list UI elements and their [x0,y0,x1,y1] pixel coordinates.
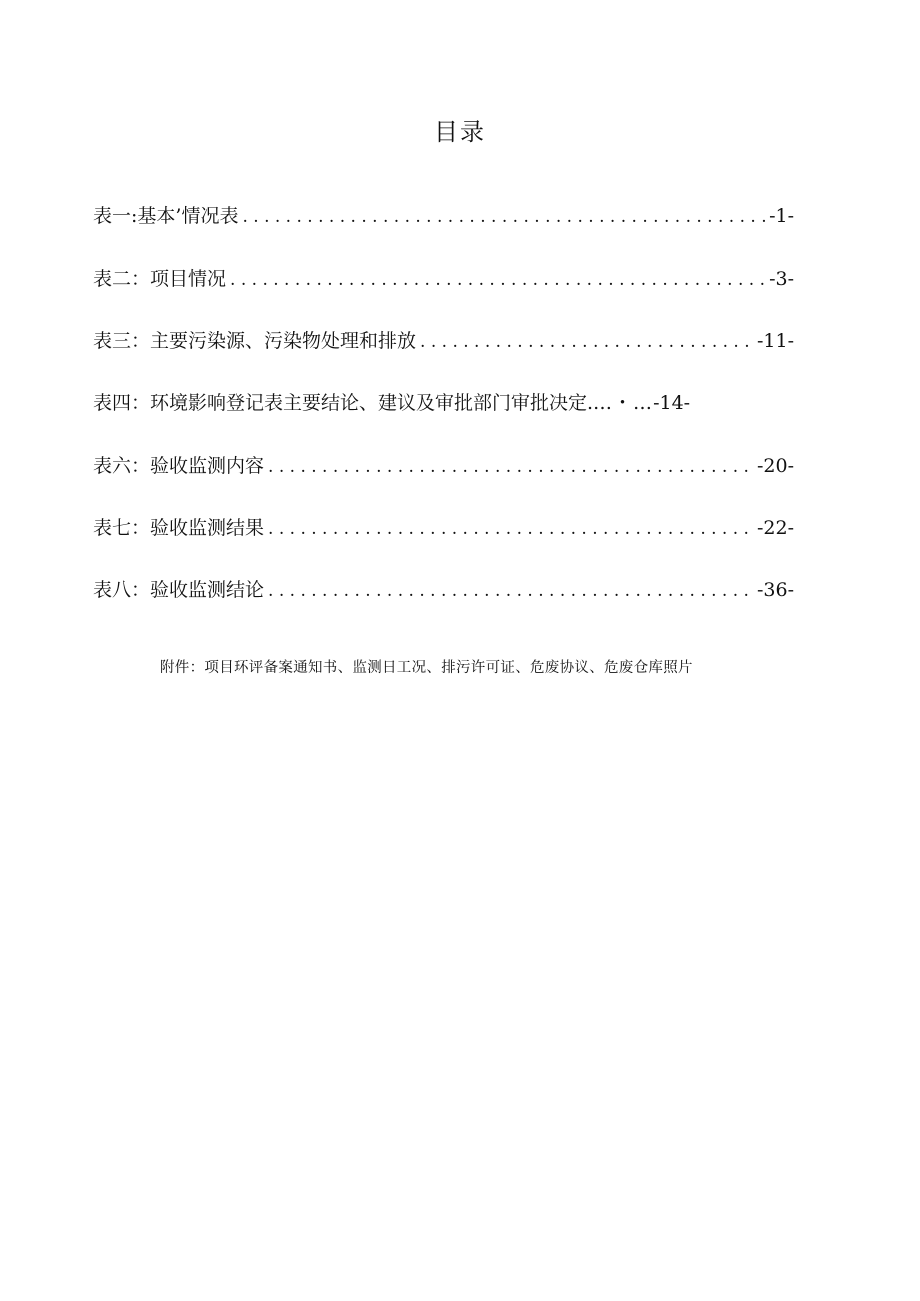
toc-entry-page: -22- [756,517,794,539]
toc-leader-dots [230,266,765,294]
toc-entry-page: -3- [769,268,794,290]
toc-leader-dots [242,203,765,231]
toc-leader-dots [268,577,753,605]
toc-entry[interactable] [93,202,794,230]
toc-entry-page: -20- [756,455,794,477]
toc-entry-page: -14- [653,392,691,414]
toc-entry[interactable] [93,265,794,293]
toc-entry[interactable] [93,576,794,604]
toc-entry[interactable] [93,389,794,417]
toc-leader-dots [420,328,753,356]
toc-entry[interactable] [93,452,794,480]
toc-entry[interactable] [93,327,794,355]
toc-entry-page: -36- [756,579,794,601]
toc-entry-label: 表六：验收监测内容 [93,455,265,477]
toc-entry-trail: …・… [593,392,654,414]
toc-entry-page: -1- [769,205,794,227]
toc-entry-page: -11- [756,330,794,352]
toc-entry-label: 表七：验收监测结果 [93,517,265,539]
attachments-note: 附件：项目环评备案通知书、监测日工况、排污许可证、危废协议、危废仓库照片 [160,660,693,676]
toc-leader-dots [268,453,753,481]
toc-entry-label: 表二：项目情况 [93,268,227,290]
toc-entry-label: 表八：验收监测结论 [93,579,265,601]
toc-leader-dots [268,515,753,543]
toc-entry-label: 表三：主要污染源、污染物处理和排放 [93,330,417,352]
toc-entry[interactable] [93,514,794,542]
toc-entry-label: 表一:基本’情况表 [93,205,239,227]
page-title: 目录 [434,118,486,146]
toc-entry-label: 表四：环境影响登记表主要结论、建议及审批部门审批决定. [93,392,594,414]
